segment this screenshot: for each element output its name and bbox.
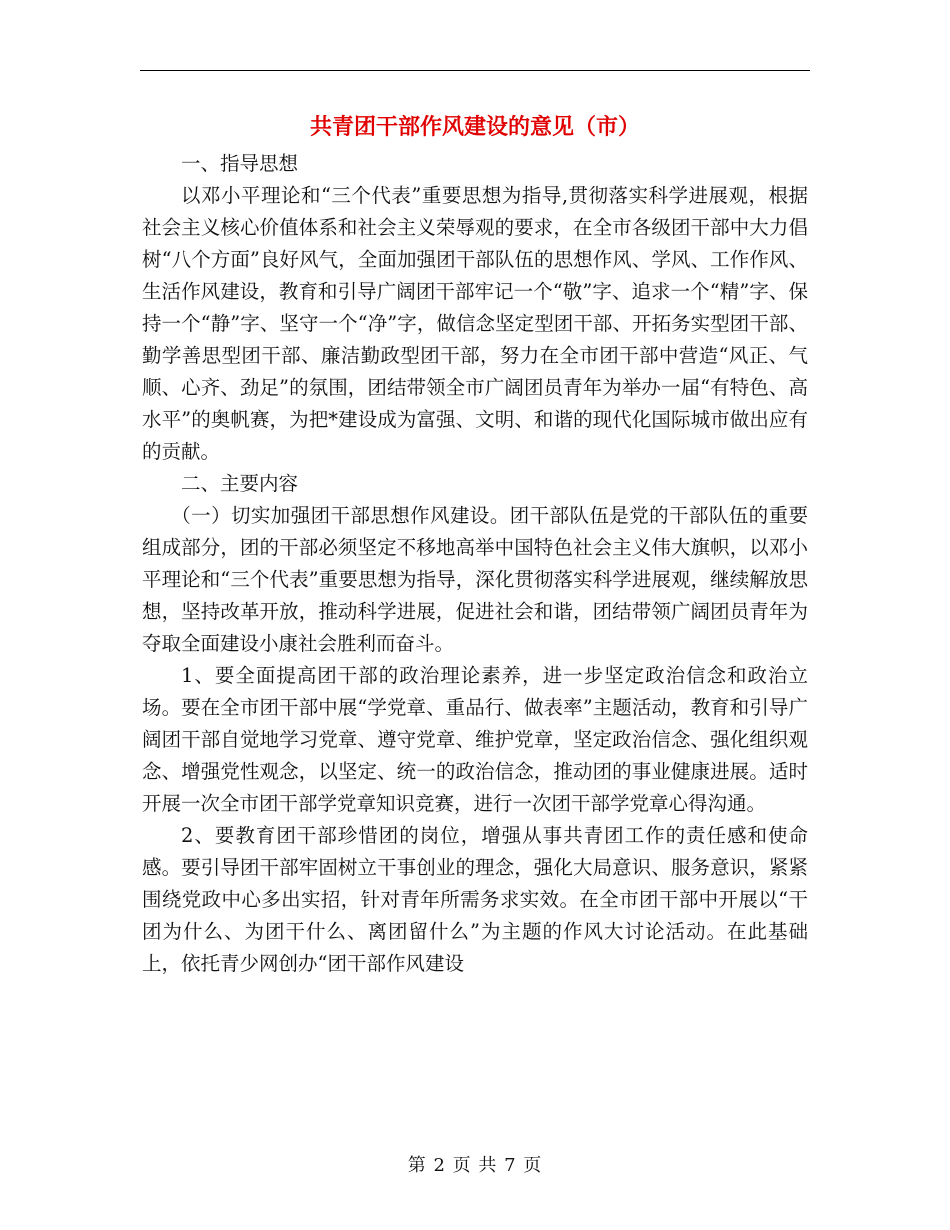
body-paragraph: （一）切实加强团干部思想作风建设。团干部队伍是党的干部队伍的重要组成部分，团的干部必须坚定不移地高举中国特色社会主义伟大旗帜，以邓小平理论和“三个代表”重要思想为指导，深化贯彻落实科学进展观，继续解放思想，坚持改革开放，推动科学进展，促进社会和谐，团结带领广阔团员青年为夺取全面建设小康社会胜利而奋斗。 [142, 504, 808, 655]
body-paragraph: 1、要全面提高团干部的政治理论素养，进一步坚定政治信念和政治立场。要在全市团干部中展“学党章、重品行、做表率”主题活动，教育和引导广阔团干部自觉地学习党章、遵守党章、维护党章，坚定政治信念、强化组织观念、增强党性观念，以坚定、统一的政治信念，推动团的事业健康进展。适时开展一次全市团干部学党章知识竞赛，进行一次团干部学党章心得沟通。 [142, 664, 808, 815]
section-heading: 一、指导思想 [181, 152, 299, 175]
header-rule [140, 70, 810, 71]
document-body [142, 148, 808, 980]
body-paragraph: 以邓小平理论和“三个代表”重要思想为指导,贯彻落实科学进展观，根据社会主义核心价值体系和社会主义荣辱观的要求，在全市各级团干部中大力倡树“八个方面”良好风气，全面加强团干部队伍的思想作风、学风、工作作风、生活作风建设，教育和引导广阔团干部牢记一个“敬”字、追求一个“精”字、保持一个“静”字、坚守一个“净”字，做信念坚定型团干部、开拓务实型团干部、勤学善思型团干部、廉洁勤政型团干部，努力在全市团干部中营造“风正、气顺、心齐、劲足”的氛围，团结带领全市广阔团员青年为举办一届“有特色、高水平”的奥帆赛，为把*建设成为富强、文明、和谐的现代化国际城市做出应有的贡献。 [142, 184, 808, 463]
section-heading: 二、主要内容 [181, 472, 299, 495]
document-title: 共青团干部作风建设的意见（市） [309, 114, 640, 140]
page-number: 第 2 页 共 7 页 [407, 1155, 543, 1176]
body-paragraph: 2、要教育团干部珍惜团的岗位，增强从事共青团工作的责任感和使命感。要引导团干部牢固树立干事创业的理念，强化大局意识、服务意识，紧紧围绕党政中心多出实招，针对青年所需务求实效。在全市团干部中开展以“干团为什么、为团干什么、离团留什么”为主题的作风大讨论活动。在此基础上，依托青少网创办“团干部作风建设 [142, 824, 808, 975]
